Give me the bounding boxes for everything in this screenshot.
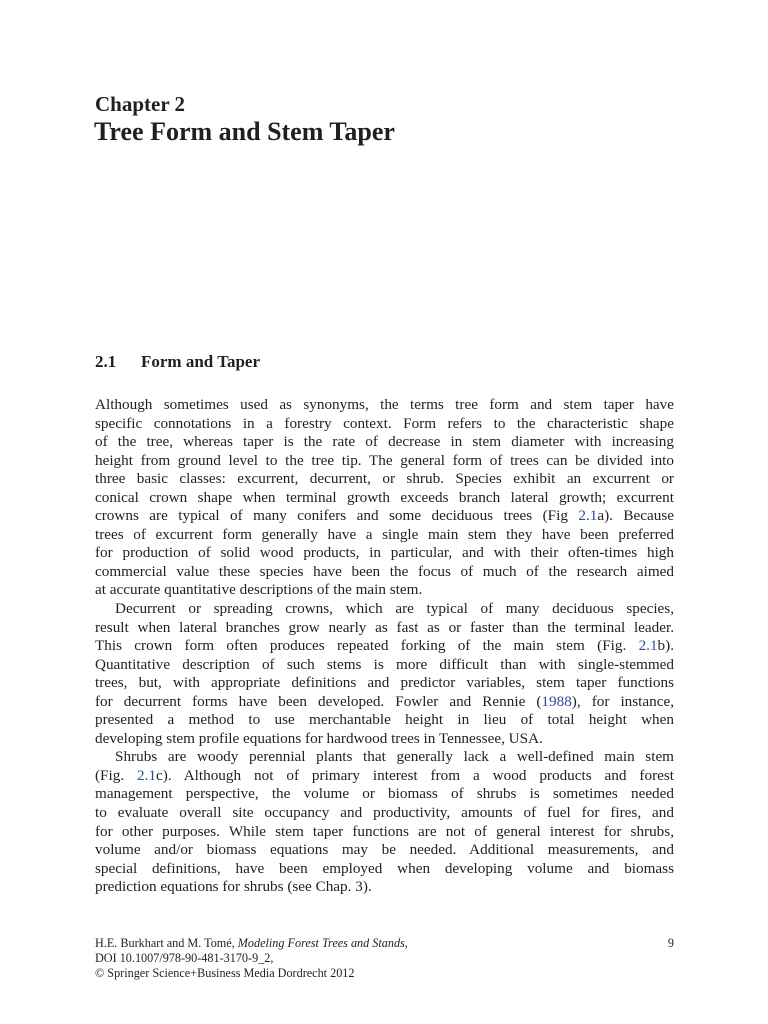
body-line: management perspective, the volume or biomass of shrubs is sometimes needed xyxy=(95,785,674,803)
body-line: for production of solid wood products, in particular, and with their often-times high xyxy=(95,544,674,562)
book-title: Modeling Forest Trees and Stands xyxy=(237,936,405,950)
body-line: special definitions, have been employed when developing volume and biomass xyxy=(95,859,674,877)
body-line: commercial value these species have been the focus of much of the research aimed xyxy=(95,562,674,580)
body-line: (Fig. 2.1c). Although not of primary interest from a wood products and forest xyxy=(95,766,674,784)
body-line: presented a method to use merchantable height in lieu of total height when xyxy=(95,711,674,729)
body-line: at accurate quantitative descriptions of the main stem. xyxy=(95,581,423,599)
figure-link[interactable]: 2.1 xyxy=(137,766,157,784)
chapter-label: Chapter 2 xyxy=(95,92,186,116)
body-line: trees of excurrent form generally have a single main stem they have been preferred xyxy=(95,525,674,543)
chapter-title: Tree Form and Stem Taper xyxy=(94,117,395,146)
citation-link[interactable]: 1988 xyxy=(541,692,572,710)
body-line: prediction equations for shrubs (see Chap. 3). xyxy=(95,878,372,896)
footer-citation: H.E. Burkhart and M. Tomé, Modeling Forest Trees and Stands, xyxy=(95,936,408,950)
figure-link[interactable]: 2.1 xyxy=(578,507,598,525)
body-line: crowns are typical of many conifers and some deciduous trees (Fig 2.1a). Because xyxy=(95,507,675,525)
body-line: three basic classes: excurrent, decurrent, or shrub. Species exhibit an excurrent or xyxy=(95,470,674,488)
footer-doi: DOI 10.1007/978-90-481-3170-9_2, xyxy=(95,951,274,965)
body-line: conical crown shape when terminal growth exceeds branch lateral growth; excurrent xyxy=(95,488,674,506)
section-number: 2.1 xyxy=(95,352,117,371)
body-line: for other purposes. While stem taper functions are not of general interest for shrubs, xyxy=(95,822,674,840)
section-heading xyxy=(95,351,260,373)
figure-link[interactable]: 2.1 xyxy=(638,637,658,655)
footer-authors: H.E. Burkhart and M. Tomé, xyxy=(95,936,238,950)
footer xyxy=(95,936,674,981)
page-number: 9 xyxy=(667,936,674,950)
body-line: for decurrent forms have been developed. Fowler and Rennie (1988), for instance, xyxy=(95,692,674,710)
body-text xyxy=(95,396,674,897)
footer-copyright: © Springer Science+Business Media Dordrecht 2012 xyxy=(95,966,355,980)
body-line: Decurrent or spreading crowns, which are typical of many deciduous species, xyxy=(115,600,674,618)
body-line: Although sometimes used as synonyms, the terms tree form and stem taper have xyxy=(95,396,674,413)
body-line: trees, but, with appropriate definitions and predictor variables, stem taper functions xyxy=(95,674,674,692)
body-line: result when lateral branches grow nearly as fast as or faster than the terminal leader. xyxy=(95,618,674,636)
body-line: developing stem profile equations for hardwood trees in Tennessee, USA. xyxy=(95,729,543,747)
body-line: specific connotations in a forestry context. Form refers to the characteristic shape xyxy=(95,414,674,432)
body-line: This crown form often produces repeated forking of the main stem (Fig. 2.1b). xyxy=(95,637,674,655)
body-line: height from ground level to the tree tip. The general form of trees can be divided into xyxy=(95,451,674,469)
body-line: volume and/or biomass equations may be needed. Additional measurements, and xyxy=(95,841,674,859)
body-line: to evaluate overall site occupancy and productivity, amounts of fuel for fires, and xyxy=(95,804,674,822)
body-line: Shrubs are woody perennial plants that generally lack a well-defined main stem xyxy=(115,748,674,766)
body-line: of the tree, whereas taper is the rate of decrease in stem diameter with increasing xyxy=(95,433,674,451)
section-title: Form and Taper xyxy=(141,352,261,371)
body-line: Quantitative description of such stems is more difficult than with single-stemmed xyxy=(95,655,674,673)
